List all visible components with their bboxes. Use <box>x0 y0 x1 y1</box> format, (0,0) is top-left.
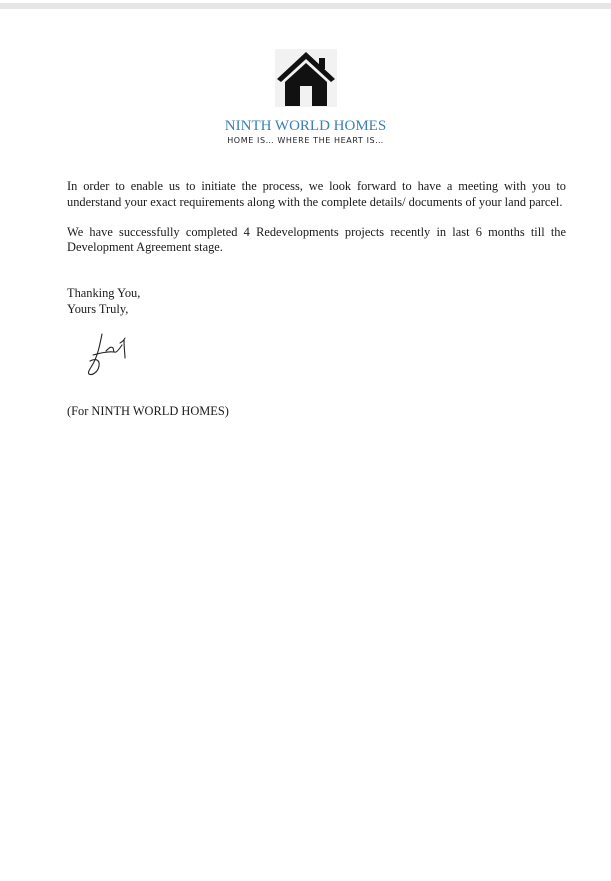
for-company-line: (For NINTH WORLD HOMES) <box>67 404 229 418</box>
closing-yours-truly: Yours Truly, <box>67 301 129 316</box>
signature-icon <box>80 324 140 376</box>
letter-page <box>0 9 611 881</box>
letter-body <box>67 179 566 270</box>
closing-thanks: Thanking You, <box>67 286 141 300</box>
closing-block <box>67 286 140 317</box>
company-tagline: HOME IS… WHERE THE HEART IS… <box>227 136 384 145</box>
letterhead <box>0 49 611 146</box>
house-icon <box>275 49 337 107</box>
company-name: NINTH WORLD HOMES <box>224 118 387 134</box>
body-paragraph-2: We have successfully completed 4 Redevelopments projects recently in last 6 months till the Development Agreement stage. <box>67 224 566 254</box>
body-paragraph-1: In order to enable us to initiate the process, we look forward to have a meeting with you to understand your exact requirements along with the complete details/ documents of your land parcel. <box>67 179 566 209</box>
